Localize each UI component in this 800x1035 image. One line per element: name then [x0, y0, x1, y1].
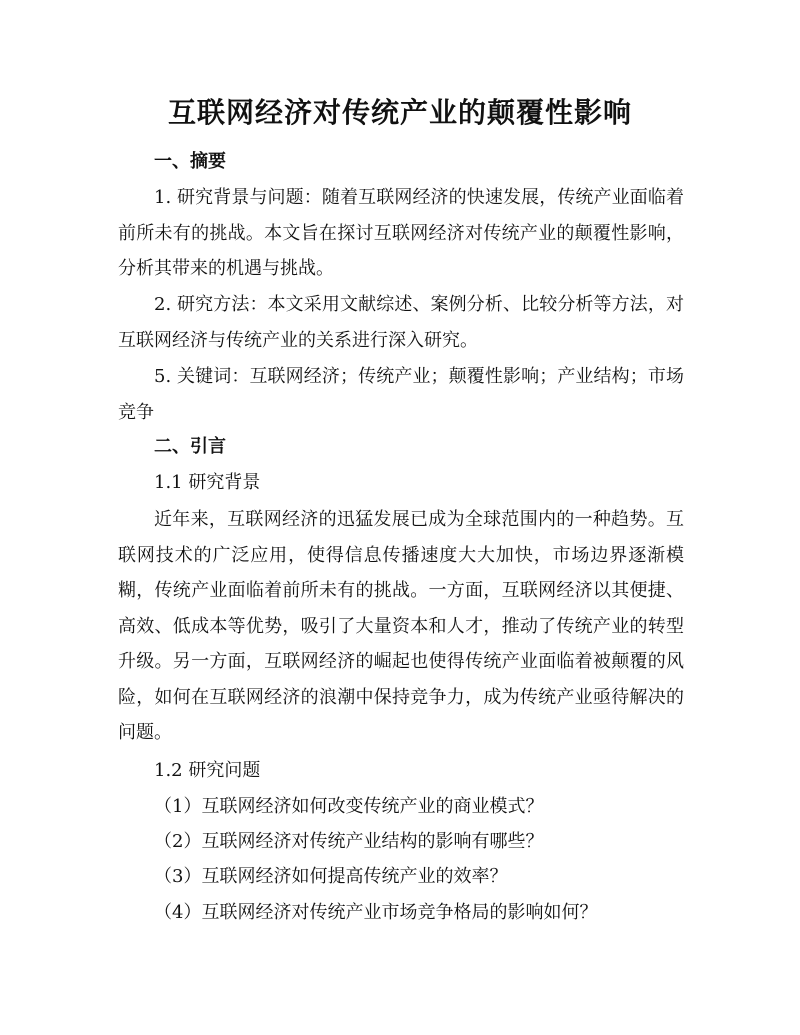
research-questions-heading: 1.2 研究问题 [154, 760, 261, 781]
abstract-heading: 一、摘要 [154, 151, 226, 172]
abstract-item-method: 2. 研究方法：本文采用文献综述、案例分析、比较分析等方法，对互联网经济与传统产业的关系进行深入研究。 [118, 294, 684, 351]
abstract-item-keywords: 5. 关键词：互联网经济；传统产业；颠覆性影响；产业结构；市场竞争 [118, 366, 684, 423]
research-question-item: （1）互联网经济如何改变传统产业的商业模式？ [154, 796, 544, 817]
research-background-heading: 1.1 研究背景 [154, 472, 261, 493]
research-question-item: （4）互联网经济对传统产业市场竞争格局的影响如何？ [154, 902, 598, 923]
introduction-heading: 二、引言 [154, 436, 226, 457]
research-background-paragraph: 近年来，互联网经济的迅猛发展已成为全球范围内的一种趋势。互联网技术的广泛应用，使得信息传播速度大大加快，市场边界逐渐模糊，传统产业面临着前所未有的挑战。一方面，互联网经济以其便捷、高效、低成本等优势，吸引了大量资本和人才，推动了传统产业的转型升级。另一方面，互联网经济的崛起也使得传统产业面临着被颠覆的风险，如何在互联网经济的浪潮中保持竞争力，成为传统产业亟待解决的问题。 [118, 509, 684, 743]
research-question-item: （2）互联网经济对传统产业结构的影响有哪些？ [154, 831, 544, 852]
abstract-item-background: 1. 研究背景与问题：随着互联网经济的快速发展，传统产业面临着前所未有的挑战。本文旨在探讨互联网经济对传统产业的颠覆性影响，分析其带来的机遇与挑战。 [118, 187, 684, 279]
page-title: 互联网经济对传统产业的颠覆性影响 [167, 96, 632, 129]
research-question-item: （3）互联网经济如何提高传统产业的效率？ [154, 866, 508, 887]
